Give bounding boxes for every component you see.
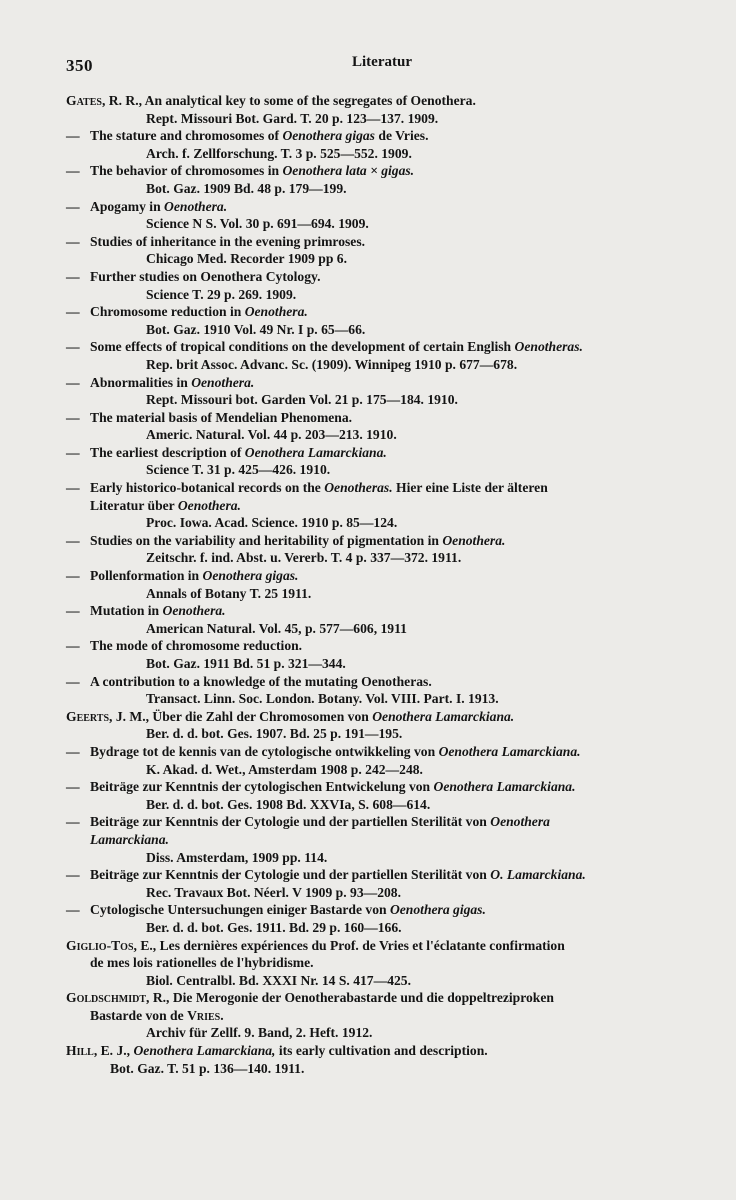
ditto-dash: —	[66, 444, 80, 460]
source-citation: Rec. Travaux Bot. Néerl. V 1909 p. 93—208.	[146, 884, 401, 900]
reference-entry	[66, 532, 698, 550]
source-citation: Americ. Natural. Vol. 44 p. 203—213. 1910.	[146, 427, 397, 443]
reference-source	[66, 972, 698, 990]
reference-entry	[66, 303, 698, 321]
source-citation: Bot. Gaz. 1910 Vol. 49 Nr. I p. 65—66.	[146, 321, 366, 337]
species-name: Oenothera Lamarckiana,	[133, 1043, 276, 1059]
ditto-dash: —	[66, 814, 80, 830]
species-name: Oenothera.	[244, 304, 308, 320]
author-name: Gates	[66, 93, 102, 108]
ditto-dash: —	[66, 603, 80, 619]
reference-continuation	[66, 1007, 698, 1025]
reference-text: Bydrage tot de kennis van de cytologische ontwikkeling von	[90, 743, 439, 759]
reference-entry	[66, 778, 698, 796]
source-citation: Transact. Linn. Soc. London. Botany. Vol. VIII. Part. I. 1913.	[146, 691, 499, 707]
source-citation: Arch. f. Zellforschung. T. 3 p. 525—552. 1909.	[146, 145, 412, 161]
ditto-dash: —	[66, 374, 80, 390]
species-name: Oenotheras.	[324, 480, 393, 496]
reference-source	[66, 514, 698, 532]
source-citation: Diss. Amsterdam, 1909 pp. 114.	[146, 849, 328, 865]
reference-entry	[66, 567, 698, 585]
reference-text: The mode of chromosome reduction.	[90, 638, 303, 654]
reference-entry	[66, 162, 698, 180]
running-title: Literatur	[352, 54, 412, 70]
reference-source	[66, 250, 698, 268]
source-citation: Annals of Botany T. 25 1911.	[146, 585, 312, 601]
source-citation: American Natural. Vol. 45, p. 577—606, 1911	[146, 620, 407, 636]
reference-text: , R. R., An analytical key to some of the segregates of Oenothera.	[101, 93, 476, 108]
ditto-dash: —	[66, 902, 80, 918]
reference-text: The stature and chromosomes of	[90, 128, 283, 144]
reference-text: , E. J.,	[93, 1043, 134, 1059]
reference-entry	[66, 444, 698, 462]
reference-text: Bastarde von de	[90, 1007, 188, 1023]
species-name: Oenothera.	[162, 603, 226, 619]
reference-continuation	[66, 497, 698, 515]
reference-text: The behavior of chromosomes in	[90, 163, 283, 179]
source-citation: Zeitschr. f. ind. Abst. u. Vererb. T. 4 p. 337—372. 1911.	[146, 550, 462, 566]
reference-entry	[66, 989, 698, 1007]
reference-source	[66, 145, 698, 163]
source-citation: Chicago Med. Recorder 1909 pp 6.	[146, 251, 347, 267]
ditto-dash: —	[66, 779, 80, 795]
ditto-dash: —	[66, 480, 80, 496]
ditto-dash: —	[66, 198, 80, 214]
reference-source	[66, 620, 698, 638]
reference-entry	[66, 127, 698, 145]
reference-source	[66, 725, 698, 743]
reference-source	[66, 1024, 698, 1042]
reference-entry	[66, 637, 698, 655]
reference-text: Some effects of tropical conditions on the development of certain English	[90, 339, 515, 355]
ditto-dash: —	[66, 268, 80, 284]
species-name: Oenothera Lamarckiana.	[438, 743, 581, 759]
source-citation: Science T. 31 p. 425—426. 1910.	[146, 462, 331, 478]
ditto-dash: —	[66, 867, 80, 883]
species-name: Oenothera.	[191, 374, 255, 390]
reference-entry	[66, 1042, 698, 1060]
author-name: Goldschmidt	[66, 990, 147, 1006]
reference-entry	[66, 374, 698, 392]
source-citation: Biol. Centralbl. Bd. XXXI Nr. 14 S. 417—425.	[146, 972, 411, 988]
species-name: Oenothera Lamarckiana.	[372, 708, 515, 724]
reference-source	[66, 690, 698, 708]
reference-text: de mes lois rationelles de l'hybridisme.	[90, 955, 314, 971]
species-name: Oenothera	[490, 814, 550, 830]
reference-source	[66, 286, 698, 304]
ditto-dash: —	[66, 128, 80, 144]
reference-entry	[66, 338, 698, 356]
reference-source	[66, 884, 698, 902]
reference-text: The material basis of Mendelian Phenomena.	[90, 409, 353, 425]
reference-entry	[66, 813, 698, 831]
author-name: Geerts	[66, 708, 110, 724]
species-name: Oenothera Lamarckiana.	[244, 444, 387, 460]
reference-source	[66, 180, 698, 198]
ditto-dash: —	[66, 409, 80, 425]
reference-text: Beiträge zur Kenntnis der cytologischen Entwickelung von	[90, 779, 434, 795]
reference-text: Hier eine Liste der älteren	[392, 480, 548, 496]
reference-entry	[66, 708, 698, 726]
reference-source	[66, 356, 698, 374]
species-name: Oenothera Lamarckiana.	[433, 779, 576, 795]
page-number: 350	[66, 56, 93, 75]
reference-entry	[66, 268, 698, 286]
source-citation: Archiv für Zellf. 9. Band, 2. Heft. 1912.	[146, 1025, 373, 1041]
reference-text: Pollenformation in	[90, 568, 203, 584]
source-citation: Bot. Gaz. 1909 Bd. 48 p. 179—199.	[146, 180, 347, 196]
source-citation: Ber. d. d. bot. Ges. 1911. Bd. 29 p. 160—166.	[146, 919, 402, 935]
species-name: Oenothera.	[164, 198, 228, 214]
reference-source	[66, 1060, 698, 1078]
reference-continuation	[66, 831, 698, 849]
ditto-dash: —	[66, 532, 80, 548]
reference-source	[66, 549, 698, 567]
reference-text: , R., Die Merogonie der Oenotherabastarde und die doppeltreziproken	[146, 990, 554, 1006]
reference-text: Further studies on Oenothera Cytology.	[90, 268, 321, 284]
ditto-dash: —	[66, 233, 80, 249]
reference-source	[66, 215, 698, 233]
ditto-dash: —	[66, 638, 80, 654]
reference-continuation	[66, 954, 698, 972]
reference-text: de Vries.	[374, 128, 429, 144]
reference-source	[66, 321, 698, 339]
source-citation: Science T. 29 p. 269. 1909.	[146, 286, 297, 302]
reference-entry	[66, 743, 698, 761]
reference-text: Mutation in	[90, 603, 163, 619]
reference-entry	[66, 233, 698, 251]
reference-text: Beiträge zur Kenntnis der Cytologie und der partiellen Sterilität von	[90, 814, 491, 830]
author-name: Hill	[66, 1043, 94, 1059]
reference-text: The earliest description of	[90, 444, 245, 460]
reference-entry	[66, 602, 698, 620]
reference-entry	[66, 92, 698, 110]
reference-entry	[66, 479, 698, 497]
ditto-dash: —	[66, 163, 80, 179]
ditto-dash: —	[66, 673, 80, 689]
reference-entry	[66, 866, 698, 884]
reference-text: , E., Les dernières expériences du Prof. de Vries et l'éclatante confirmation	[133, 937, 565, 953]
species-name: Oenothera.	[177, 497, 241, 513]
ditto-dash: —	[66, 339, 80, 355]
source-citation: Science N S. Vol. 30 p. 691—694. 1909.	[146, 216, 369, 232]
species-name: Oenothera lata × gigas.	[282, 163, 415, 179]
reference-source	[66, 796, 698, 814]
author-name: Giglio-Tos	[66, 937, 134, 953]
source-citation: Bot. Gaz. 1911 Bd. 51 p. 321—344.	[146, 656, 346, 671]
reference-text: Studies of inheritance in the evening primroses.	[90, 233, 366, 249]
reference-source	[66, 110, 698, 128]
reference-text: Literatur über	[90, 497, 178, 513]
reference-source	[66, 919, 698, 937]
reference-text: Apogamy in	[90, 198, 165, 214]
reference-entry	[66, 409, 698, 427]
source-citation: Bot. Gaz. T. 51 p. 136—140. 1911.	[110, 1060, 305, 1076]
source-citation: K. Akad. d. Wet., Amsterdam 1908 p. 242—248.	[146, 761, 423, 777]
reference-text: Abnormalities in	[90, 374, 192, 390]
source-citation: Ber. d. d. bot. Ges. 1907. Bd. 25 p. 191—195.	[146, 726, 403, 742]
reference-text: , J. M., Über die Zahl der Chromosomen von	[109, 708, 373, 724]
reference-source	[66, 849, 698, 867]
species-name: Lamarckiana.	[90, 831, 169, 847]
reference-text: Chromosome reduction in	[90, 304, 245, 320]
bibliography-list	[66, 92, 698, 1077]
reference-text: Studies on the variability and heritability of pigmentation in	[90, 532, 443, 548]
author-name: Vries.	[187, 1007, 224, 1023]
ditto-dash: —	[66, 304, 80, 320]
reference-source	[66, 655, 698, 673]
ditto-dash: —	[66, 743, 80, 759]
source-citation: Rept. Missouri Bot. Gard. T. 20 p. 123—137. 1909.	[146, 110, 439, 126]
source-citation: Rep. brit Assoc. Advanc. Sc. (1909). Winnipeg 1910 p. 677—678.	[146, 356, 518, 372]
reference-source	[66, 585, 698, 603]
reference-entry	[66, 198, 698, 216]
reference-source	[66, 426, 698, 444]
reference-entry	[66, 937, 698, 955]
reference-source	[66, 461, 698, 479]
species-name: Oenotheras.	[514, 339, 583, 355]
species-name: O. Lamarckiana.	[490, 867, 586, 883]
reference-source	[66, 761, 698, 779]
page-header	[66, 52, 716, 76]
ditto-dash: —	[66, 568, 80, 584]
reference-entry	[66, 673, 698, 691]
source-citation: Proc. Iowa. Acad. Science. 1910 p. 85—124.	[146, 515, 398, 531]
species-name: Oenothera.	[442, 532, 506, 548]
reference-text: its early cultivation and description.	[275, 1043, 488, 1059]
reference-text: A contribution to a knowledge of the mutating Oenotheras.	[90, 673, 432, 689]
reference-text: Cytologische Untersuchungen einiger Bastarde von	[90, 902, 390, 918]
species-name: Oenothera gigas.	[389, 902, 486, 918]
source-citation: Rept. Missouri bot. Garden Vol. 21 p. 175—184. 1910.	[146, 392, 458, 408]
source-citation: Ber. d. d. bot. Ges. 1908 Bd. XXVIa, S. 608—614.	[146, 796, 431, 812]
species-name: Oenothera gigas.	[202, 568, 299, 584]
reference-entry	[66, 901, 698, 919]
reference-text: Beiträge zur Kenntnis der Cytologie und der partiellen Sterilität von	[90, 867, 491, 883]
reference-source	[66, 391, 698, 409]
reference-text: Early historico-botanical records on the	[90, 480, 325, 496]
species-name: Oenothera gigas	[282, 128, 375, 144]
